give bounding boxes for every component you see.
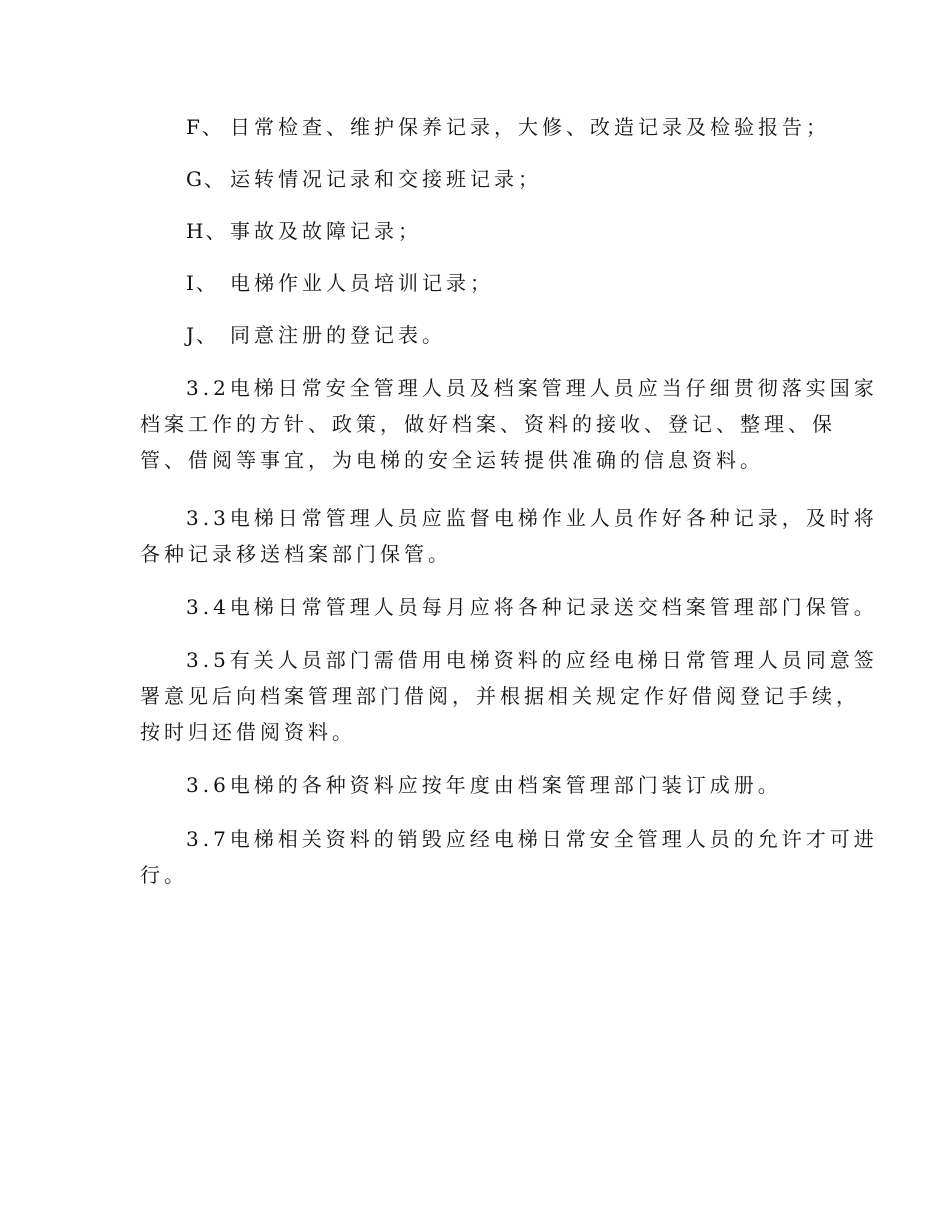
paragraph-line: 按时归还借阅资料。 [140, 720, 356, 744]
list-marker: J、 [186, 323, 219, 347]
list-marker: F、 [186, 115, 224, 139]
paragraph-3-2 [140, 370, 878, 478]
paragraph-line: 档案工作的方针、政策，做好档案、资料的接收、登记、整理、保 [140, 412, 836, 436]
paragraph-line: 3.4电梯日常管理人员每月应将各种记录送交档案管理部门保管。 [186, 595, 878, 619]
paragraph-line: 署意见后向档案管理部门借阅，并根据相关规定作好借阅登记手续， [140, 684, 860, 708]
list-text: 日常检查、维护保养记录，大修、改造记录及检验报告； [230, 115, 830, 139]
paragraph-3-7 [140, 821, 878, 893]
paragraph-line: 各种记录移送档案部门保管。 [140, 542, 452, 566]
list-marker: G、 [186, 167, 226, 191]
paragraph-3-4 [140, 589, 878, 625]
list-item-g [186, 165, 542, 193]
list-marker: H、 [186, 219, 228, 243]
list-text: 运转情况记录和交接班记录； [230, 167, 542, 191]
paragraph-3-5 [140, 642, 878, 750]
paragraph-line: 3.6电梯的各种资料应按年度由档案管理部门装订成册。 [186, 773, 782, 797]
list-item-j [186, 321, 446, 349]
list-text: 事故及故障记录； [230, 219, 422, 243]
list-marker: I、 [186, 271, 218, 295]
list-text: 同意注册的登记表。 [230, 323, 446, 347]
list-item-f [186, 113, 830, 141]
paragraph-3-6 [140, 767, 830, 803]
list-item-h [186, 217, 422, 245]
paragraph-line: 管、借阅等事宜，为电梯的安全运转提供准确的信息资料。 [140, 448, 764, 472]
paragraph-line: 3.5有关人员部门需借用电梯资料的应经电梯日常管理人员同意签 [186, 648, 878, 672]
list-text: 电梯作业人员培训记录； [230, 271, 494, 295]
paragraph-line: 3.7电梯相关资料的销毁应经电梯日常安全管理人员的允许才可进 [186, 827, 878, 851]
paragraph-line: 3.2电梯日常安全管理人员及档案管理人员应当仔细贯彻落实国家 [186, 376, 878, 400]
paragraph-line: 3.3电梯日常管理人员应监督电梯作业人员作好各种记录，及时将 [186, 506, 878, 530]
list-item-i [186, 269, 494, 297]
paragraph-3-3 [140, 500, 878, 572]
paragraph-line: 行。 [140, 863, 188, 887]
